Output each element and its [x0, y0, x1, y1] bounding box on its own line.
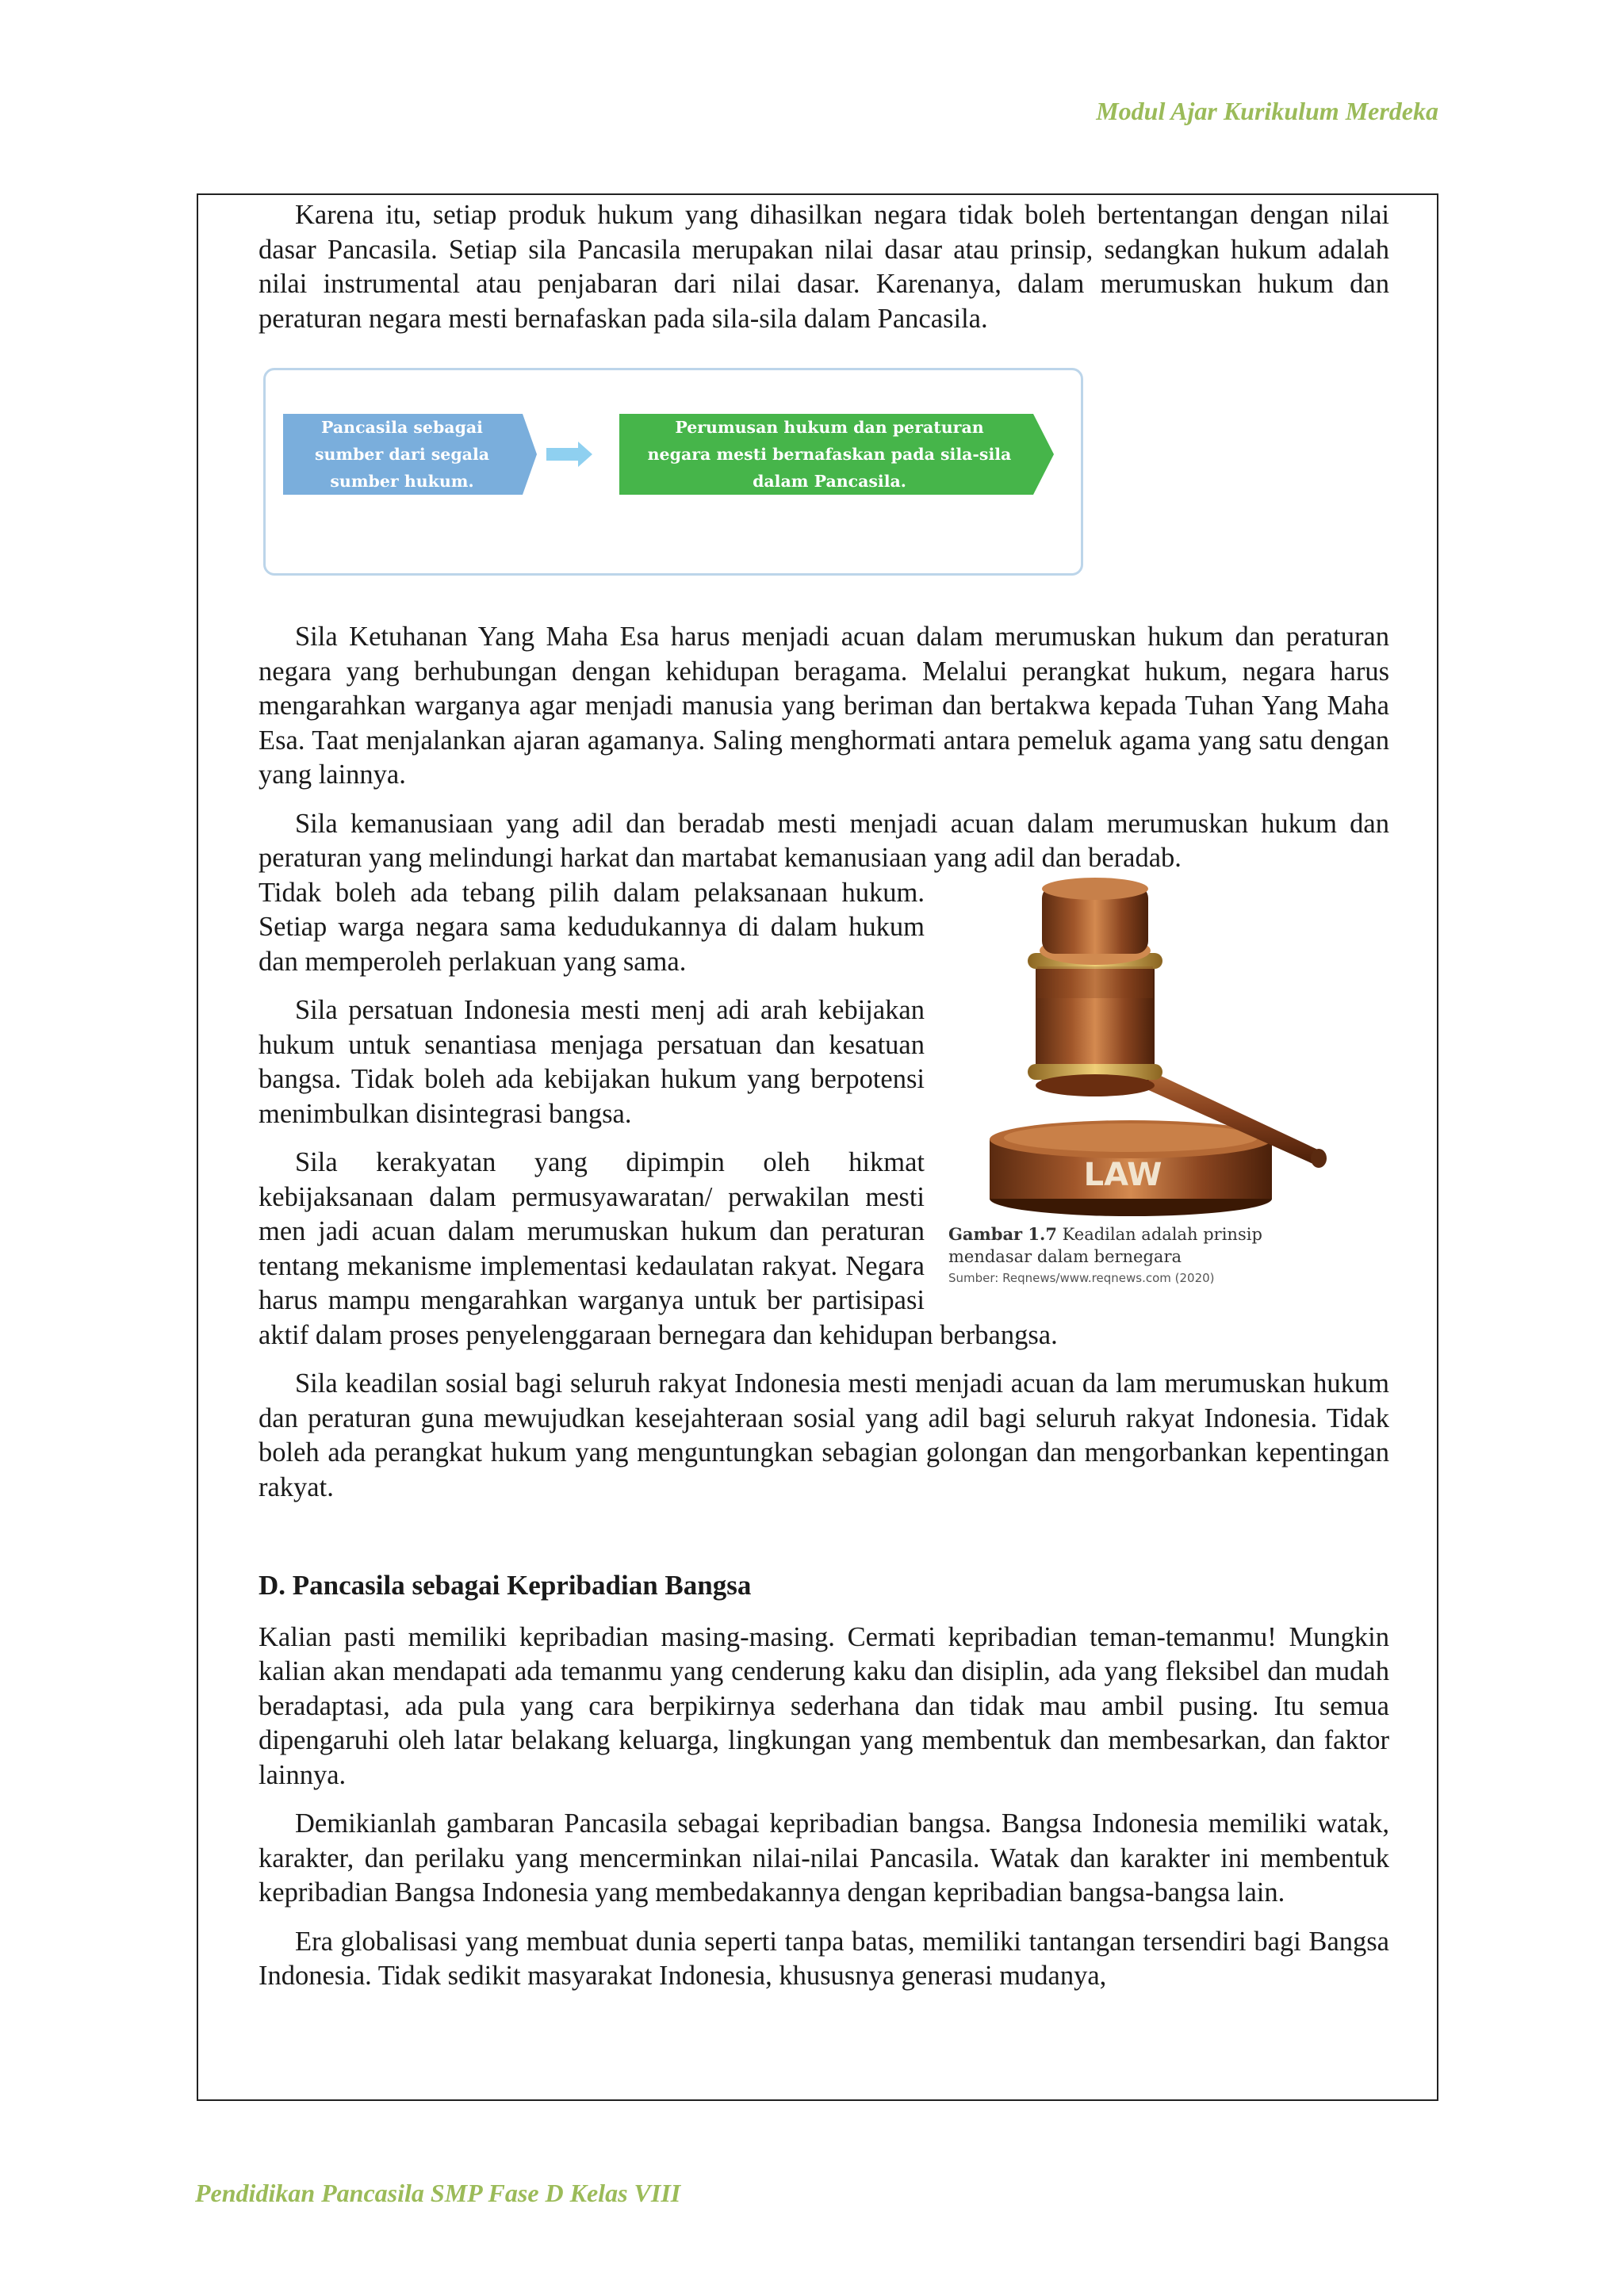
paragraph-sila-5: Sila keadilan sosial bagi seluruh rakyat Indonesia mesti menjadi acuan da lam merumuskan hukum dan peraturan guna mewujudkan kesejahteraan sosial yang adil bagi seluruh rakyat Indonesia. Tidak boleh ada perangkat hukum yang menguntungkan sebagian golongan dan mengorbankan kepentingan rakyat.: [259, 1368, 1389, 1502]
paragraph-sila-2b: Tidak boleh ada tebang pilih dalam pelaksanaan hukum. Setiap warga negara sama kedudukannya di dalam hukum dan memperoleh perlakuan yang sama.: [259, 877, 925, 977]
running-footer: Pendidikan Pancasila SMP Fase D Kelas VIII: [195, 2179, 681, 2207]
paragraph-intro: Karena itu, setiap produk hukum yang dihasilkan negara tidak boleh bertentangan dengan nilai dasar Pancasila. Setiap sila Pancasila merupakan nilai dasar atau prinsip, sedangkan hukum adalah nilai instrumental atau penjabaran dari nilai dasar. Karenanya, dalam merumuskan hukum dan peraturan negara mesti bernafaskan pada sila-sila dalam Pancasila.: [259, 200, 1389, 334]
diagram-connector-arrow: [546, 442, 592, 467]
paragraph-sila-3: Sila persatuan Indonesia mesti menj adi arah kebijakan hukum untuk senantiasa menjaga persatuan dan kesatuan bangsa. Tidak boleh ada kebijakan hukum yang berpotensi menimbulkan disintegrasi bangsa.: [259, 995, 925, 1129]
paragraph-sila-1: Sila Ketuhanan Yang Maha Esa harus menjadi acuan dalam merumuskan hukum dan peraturan negara yang berhubungan dengan kehidupan beragama. Melalui perangkat hukum, negara harus mengarahkan warganya agar menjadi manusia yang beriman dan bertakwa kepada Tuhan Yang Maha Esa. Taat menjalankan ajaran agamanya. Saling menghormati antara pemeluk agama yang satu dengan yang lainnya.: [259, 622, 1389, 790]
gavel-illustration: [948, 878, 1345, 1219]
paragraph-d-2: Demikianlah gambaran Pancasila sebagai kepribadian bangsa. Bangsa Indonesia memiliki watak, karakter, dan perilaku yang mencerminkan nilai-nilai Pancasila. Watak dan karakter ini membentuk kepribadian Bangsa Indonesia yang membedakannya dengan kepribadian bangsa-bangsa lain.: [259, 1808, 1389, 1908]
law-label: LAW: [1083, 1156, 1162, 1193]
flow-diagram: [263, 368, 1083, 576]
content-frame: [197, 193, 1438, 2101]
paragraph-d-1: Kalian pasti memiliki kepribadian masing-masing. Cermati kepribadian teman-temanmu! Mungkin kalian akan mendapati ada temanmu yang cenderung kaku dan disiplin, ada yang fleksibel dan mudah beradaptasi, ada pula yang cara berpikirnya sederhana dan tidak mau ambil pusing. Itu semua dipengaruhi oleh latar belakang keluarga, lingkungan yang membentuk dan membesarkan, dan faktor lainnya.: [259, 1621, 1389, 1790]
figure-caption: Gambar 1.7 Keadilan adalah prinsip mendasar dalam bernegara: [948, 1223, 1262, 1266]
paragraph-sila-2a: Sila kemanusiaan yang adil dan beradab mesti menjadi acuan dalam merumuskan hukum dan peraturan yang melindungi harkat dan martabat kemanusiaan yang adil dan beradab.: [259, 808, 1389, 873]
paragraph-sila-4: Sila kerakyatan yang dipimpin oleh hikmat kebijaksanaan dalam permusyawaratan/ perwakilan mesti men jadi acuan dalam merumuskan hukum dan peraturan tentang mekanisme implementasi kedaulatan rakyat. Negara harus mampu mengarahkan warganya untuk ber partisipasi aktif dalam proses penyelenggaraan bernegara dan kehidupan berbangsa.: [259, 1147, 1058, 1350]
section-d-heading: D. Pancasila sebagai Kepribadian Bangsa: [259, 1570, 752, 1601]
running-header: Modul Ajar Kurikulum Merdeka: [1096, 97, 1438, 125]
content-body: [259, 198, 1389, 2008]
diagram-right-label: Perumusan hukum dan peraturan negara mesti bernafaskan pada sila-sila dalam Pancasila.: [647, 418, 1012, 491]
diagram-left-label: Pancasila sebagai sumber dari segala sumber hukum.: [314, 418, 490, 491]
gavel-figure: [948, 878, 1345, 1287]
figure-source: Sumber: Reqnews/www.reqnews.com (2020): [948, 1270, 1215, 1285]
paragraph-d-3: Era globalisasi yang membuat dunia seperti tanpa batas, memiliki tantangan tersendiri bagi Bangsa Indonesia. Tidak sedikit masyarakat Indonesia, khususnya generasi mudanya,: [259, 1926, 1389, 1991]
